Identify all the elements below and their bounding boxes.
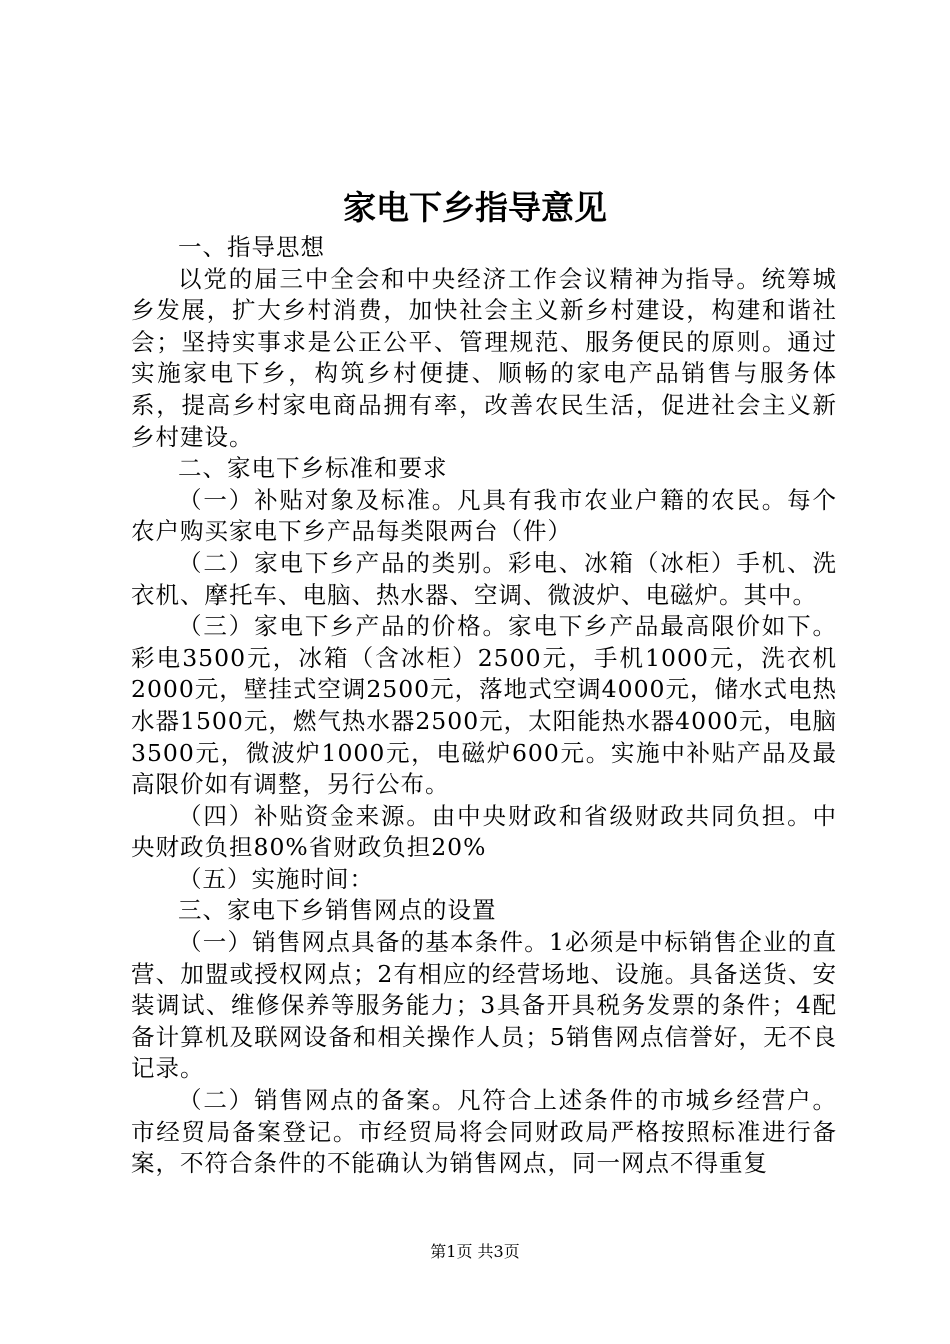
paragraph-subsidy-target: （一）补贴对象及标准。凡具有我市农业户籍的农民。每个农户购买家电下乡产品每类限两台（件）: [131, 485, 837, 546]
paragraph-guiding-thought: 以党的届三中全会和中央经济工作会议精神为指导。统筹城乡发展，扩大乡村消费，加快社会主义新乡村建设，构建和谐社会；坚持实事求是公正公平、管理规范、服务便民的原则。通过实施家电下乡，构筑乡村便捷、顺畅的家电产品销售与服务体系，提高乡村家电商品拥有率，改善农民生活，促进社会主义新乡村建设。: [131, 264, 837, 451]
paragraph-product-prices: （三）家电下乡产品的价格。家电下乡产品最高限价如下。彩电3500元，冰箱（含冰柜）2500元，手机1000元，洗衣机2000元，壁挂式空调2500元，落地式空调4000元，储水式电热水器1500元，燃气热水器2500元，太阳能热水器4000元，电脑3500元，微波炉1000元，电磁炉600元。实施中补贴产品及最高限价如有调整，另行公布。: [131, 612, 837, 799]
page-footer: 第1页 共3页: [430, 1242, 520, 1261]
section-heading-2: 二、家电下乡标准和要求: [178, 454, 448, 483]
section-heading-1: 一、指导思想: [178, 233, 325, 261]
section-heading-3: 三、家电下乡销售网点的设置: [178, 896, 497, 925]
document-body: [131, 232, 837, 1180]
paragraph-funding-source: （四）补贴资金来源。由中央财政和省级财政共同负担。中央财政负担80%省财政负担20%: [131, 801, 837, 862]
paragraph-outlet-registration: （二）销售网点的备案。凡符合上述条件的市城乡经营户。市经贸局备案登记。市经贸局将会同财政局严格按照标准进行备案，不符合条件的不能确认为销售网点，同一网点不得重复: [131, 1086, 837, 1178]
paragraph-outlet-conditions: （一）销售网点具备的基本条件。1必须是中标销售企业的直营、加盟或授权网点；2有相应的经营场地、设施。具备送货、安装调试、维修保养等服务能力；3具备开具税务发票的条件；4配备计算机及联网设备和相关操作人员；5销售网点信誉好，无不良记录。: [131, 928, 837, 1083]
paragraph-product-categories: （二）家电下乡产品的类别。彩电、冰箱（冰柜）手机、洗衣机、摩托车、电脑、热水器、空调、微波炉、电磁炉。其中。: [131, 548, 837, 609]
document-title: 家电下乡指导意见: [343, 188, 607, 227]
paragraph-implementation-time: （五）实施时间：: [178, 864, 374, 893]
